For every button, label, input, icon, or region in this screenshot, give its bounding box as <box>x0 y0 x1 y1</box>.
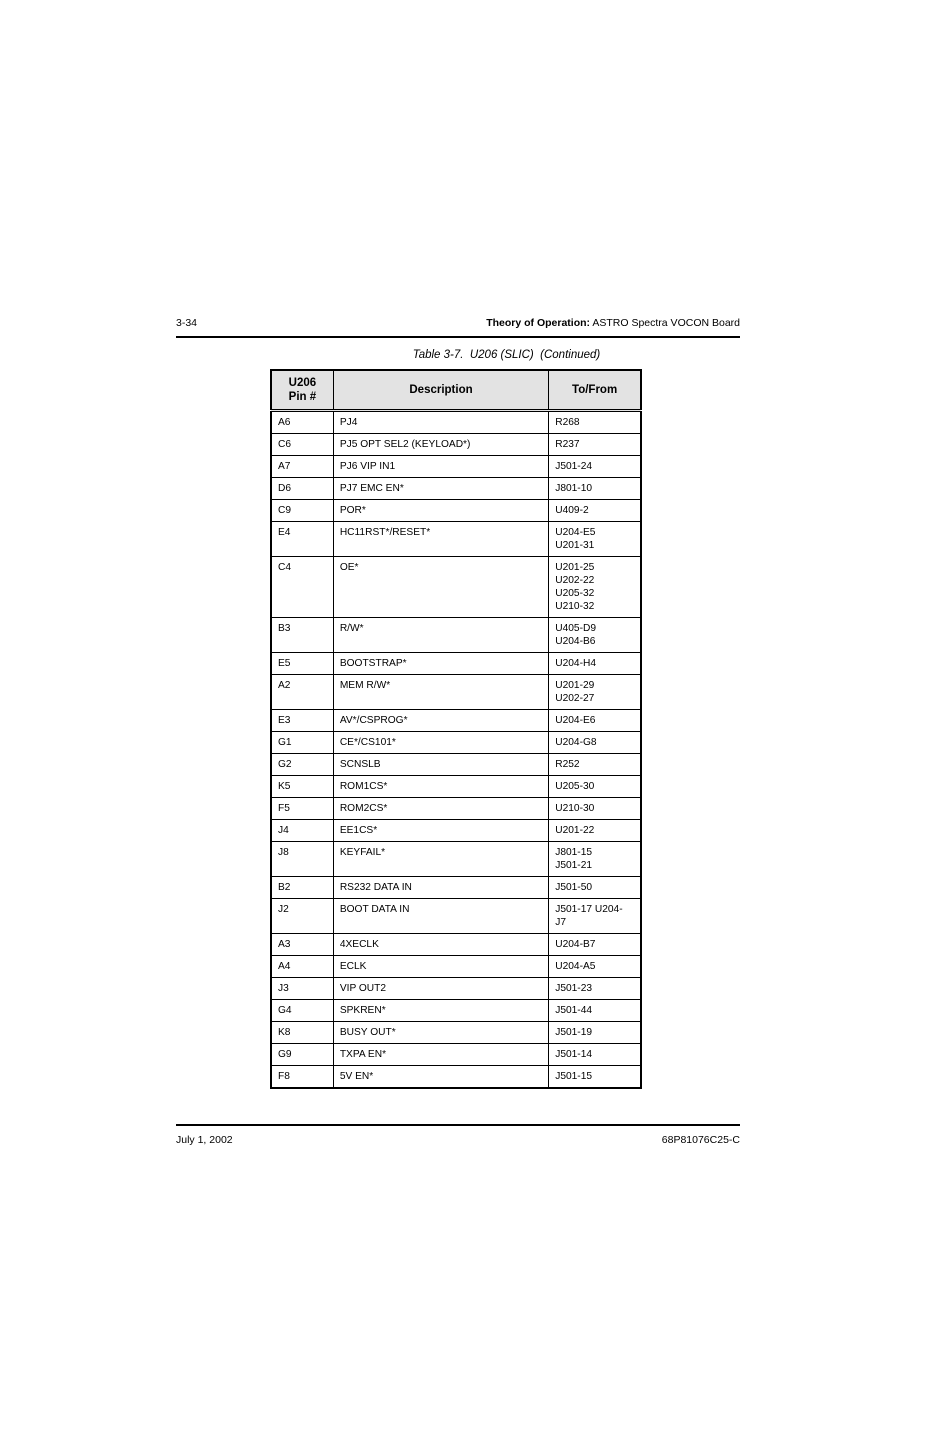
table-row <box>271 618 641 653</box>
description-cell: OE* <box>333 557 548 618</box>
table-row <box>271 500 641 522</box>
pin-cell: E3 <box>271 710 333 732</box>
tofrom-entry: R268 <box>555 417 580 428</box>
table-row <box>271 877 641 899</box>
column-header-pin <box>271 370 333 411</box>
table-row <box>271 754 641 776</box>
description-cell: ROM1CS* <box>333 776 548 798</box>
table-row <box>271 1022 641 1044</box>
tofrom-entry: U201-29 <box>555 680 595 691</box>
pin-cell: K8 <box>271 1022 333 1044</box>
footer-date: July 1, 2002 <box>176 1134 233 1146</box>
table-row <box>271 653 641 675</box>
tofrom-cell <box>549 820 641 842</box>
description-cell: PJ4 <box>333 411 548 434</box>
tofrom-cell <box>549 754 641 776</box>
pin-cell: C6 <box>271 434 333 456</box>
table-row <box>271 899 641 934</box>
description-cell: VIP OUT2 <box>333 978 548 1000</box>
pin-cell: A3 <box>271 934 333 956</box>
description-cell: SCNSLB <box>333 754 548 776</box>
pin-cell: G9 <box>271 1044 333 1066</box>
table-row <box>271 1066 641 1089</box>
tofrom-entry: J501-44 <box>555 1005 593 1016</box>
pin-cell: C4 <box>271 557 333 618</box>
table-row <box>271 434 641 456</box>
tofrom-entry: U409-2 <box>555 505 589 516</box>
pin-cell: E5 <box>271 653 333 675</box>
pin-cell: A2 <box>271 675 333 710</box>
pin-cell: B2 <box>271 877 333 899</box>
table-row <box>271 820 641 842</box>
tofrom-entry: U210-32 <box>555 601 595 612</box>
tofrom-cell <box>549 798 641 820</box>
tofrom-entry: R252 <box>555 759 580 770</box>
table-row <box>271 934 641 956</box>
tofrom-cell <box>549 956 641 978</box>
description-cell: PJ5 OPT SEL2 (KEYLOAD*) <box>333 434 548 456</box>
description-cell: CE*/CS101* <box>333 732 548 754</box>
tofrom-cell <box>549 934 641 956</box>
description-cell: AV*/CSPROG* <box>333 710 548 732</box>
pin-cell: G4 <box>271 1000 333 1022</box>
pin-cell: F8 <box>271 1066 333 1089</box>
pin-cell: A6 <box>271 411 333 434</box>
table-body <box>271 411 641 1089</box>
table-row <box>271 776 641 798</box>
pin-cell: G2 <box>271 754 333 776</box>
tofrom-cell <box>549 842 641 877</box>
table-row <box>271 956 641 978</box>
tofrom-entry: U205-30 <box>555 781 595 792</box>
pin-cell: C9 <box>271 500 333 522</box>
tofrom-cell <box>549 978 641 1000</box>
tofrom-cell <box>549 1066 641 1089</box>
column-header-description: Description <box>333 370 548 411</box>
page-header <box>176 316 740 338</box>
table-caption <box>176 349 740 361</box>
tofrom-cell <box>549 877 641 899</box>
tofrom-entry: J501-21 <box>555 860 593 871</box>
tofrom-cell <box>549 1044 641 1066</box>
tofrom-cell <box>549 557 641 618</box>
tofrom-entry: U205-32 <box>555 588 595 599</box>
tofrom-cell <box>549 675 641 710</box>
table-caption-text: Table 3-7. U206 (SLIC) (Continued) <box>412 349 601 361</box>
description-cell: KEYFAIL* <box>333 842 548 877</box>
footer-doc-number: 68P81076C25-C <box>661 1134 740 1146</box>
tofrom-entry: J501-50 <box>555 882 593 893</box>
tofrom-cell <box>549 456 641 478</box>
tofrom-cell <box>549 776 641 798</box>
tofrom-entry: U204-B6 <box>555 636 596 647</box>
pin-cell: G1 <box>271 732 333 754</box>
column-header-pin-line1: U206 <box>288 377 317 389</box>
tofrom-entry: J501-19 <box>555 1027 593 1038</box>
table-row <box>271 710 641 732</box>
page-number: 3-34 <box>176 317 198 329</box>
table-row <box>271 1000 641 1022</box>
description-cell: PJ6 VIP IN1 <box>333 456 548 478</box>
tofrom-entry: J501-14 <box>555 1049 593 1060</box>
tofrom-cell <box>549 710 641 732</box>
table-row <box>271 456 641 478</box>
tofrom-cell <box>549 411 641 434</box>
tofrom-entry: R237 <box>555 439 580 450</box>
pin-cell: A4 <box>271 956 333 978</box>
table-row <box>271 732 641 754</box>
pin-cell: J2 <box>271 899 333 934</box>
table-row <box>271 1044 641 1066</box>
description-cell: ECLK <box>333 956 548 978</box>
pin-cell: E4 <box>271 522 333 557</box>
tofrom-entry: U210-30 <box>555 803 595 814</box>
tofrom-entry: U204-A5 <box>555 961 596 972</box>
tofrom-cell <box>549 1022 641 1044</box>
section-title <box>486 317 740 329</box>
tofrom-cell <box>549 522 641 557</box>
tofrom-cell <box>549 618 641 653</box>
tofrom-entry: J501-17 U204- <box>555 904 623 915</box>
tofrom-entry: U204-G8 <box>555 737 597 748</box>
tofrom-cell <box>549 434 641 456</box>
pin-cell: B3 <box>271 618 333 653</box>
description-cell: PJ7 EMC EN* <box>333 478 548 500</box>
pin-cell: F5 <box>271 798 333 820</box>
table-row <box>271 478 641 500</box>
tofrom-entry: U204-E6 <box>555 715 596 726</box>
tofrom-entry: J801-15 <box>555 847 593 858</box>
tofrom-cell <box>549 899 641 934</box>
section-title-bold: Theory of Operation: <box>486 317 591 329</box>
section-title-rest: ASTRO Spectra VOCON Board <box>590 317 740 329</box>
table-row <box>271 978 641 1000</box>
tofrom-cell <box>549 1000 641 1022</box>
tofrom-entry: J501-24 <box>555 461 593 472</box>
tofrom-entry: U202-27 <box>555 693 595 704</box>
tofrom-entry: J501-15 <box>555 1071 593 1082</box>
tofrom-entry: J7 <box>555 917 566 928</box>
tofrom-entry: U204-H4 <box>555 658 596 669</box>
tofrom-cell <box>549 732 641 754</box>
description-cell: ROM2CS* <box>333 798 548 820</box>
tofrom-entry: U201-25 <box>555 562 595 573</box>
description-cell: RS232 DATA IN <box>333 877 548 899</box>
tofrom-entry: J801-10 <box>555 483 593 494</box>
description-cell: POR* <box>333 500 548 522</box>
column-header-pin-line2: Pin # <box>288 391 317 403</box>
tofrom-cell <box>549 653 641 675</box>
tofrom-cell <box>549 500 641 522</box>
table-row <box>271 557 641 618</box>
description-cell: 5V EN* <box>333 1066 548 1089</box>
table-row <box>271 522 641 557</box>
table-row <box>271 675 641 710</box>
tofrom-entry: U201-31 <box>555 540 595 551</box>
description-cell: TXPA EN* <box>333 1044 548 1066</box>
tofrom-entry: U405-D9 <box>555 623 596 634</box>
pin-cell: J3 <box>271 978 333 1000</box>
tofrom-entry: U204-E5 <box>555 527 596 538</box>
pin-cell: J8 <box>271 842 333 877</box>
tofrom-entry: U201-22 <box>555 825 595 836</box>
description-cell: HC11RST*/RESET* <box>333 522 548 557</box>
pin-cell: D6 <box>271 478 333 500</box>
table-row <box>271 842 641 877</box>
description-cell: MEM R/W* <box>333 675 548 710</box>
description-cell: EE1CS* <box>333 820 548 842</box>
description-cell: 4XECLK <box>333 934 548 956</box>
pin-table <box>270 369 642 1089</box>
column-header-tofrom: To/From <box>549 370 641 411</box>
description-cell: SPKREN* <box>333 1000 548 1022</box>
tofrom-cell <box>549 478 641 500</box>
description-cell: R/W* <box>333 618 548 653</box>
tofrom-entry: U204-B7 <box>555 939 596 950</box>
description-cell: BOOT DATA IN <box>333 899 548 934</box>
tofrom-entry: J501-23 <box>555 983 593 994</box>
table-row <box>271 411 641 434</box>
page-footer <box>176 1124 740 1146</box>
description-cell: BOOTSTRAP* <box>333 653 548 675</box>
table-row <box>271 798 641 820</box>
description-cell: BUSY OUT* <box>333 1022 548 1044</box>
pin-cell: A7 <box>271 456 333 478</box>
pin-cell: K5 <box>271 776 333 798</box>
tofrom-entry: U202-22 <box>555 575 595 586</box>
table-header-row <box>271 370 641 411</box>
pin-cell: J4 <box>271 820 333 842</box>
